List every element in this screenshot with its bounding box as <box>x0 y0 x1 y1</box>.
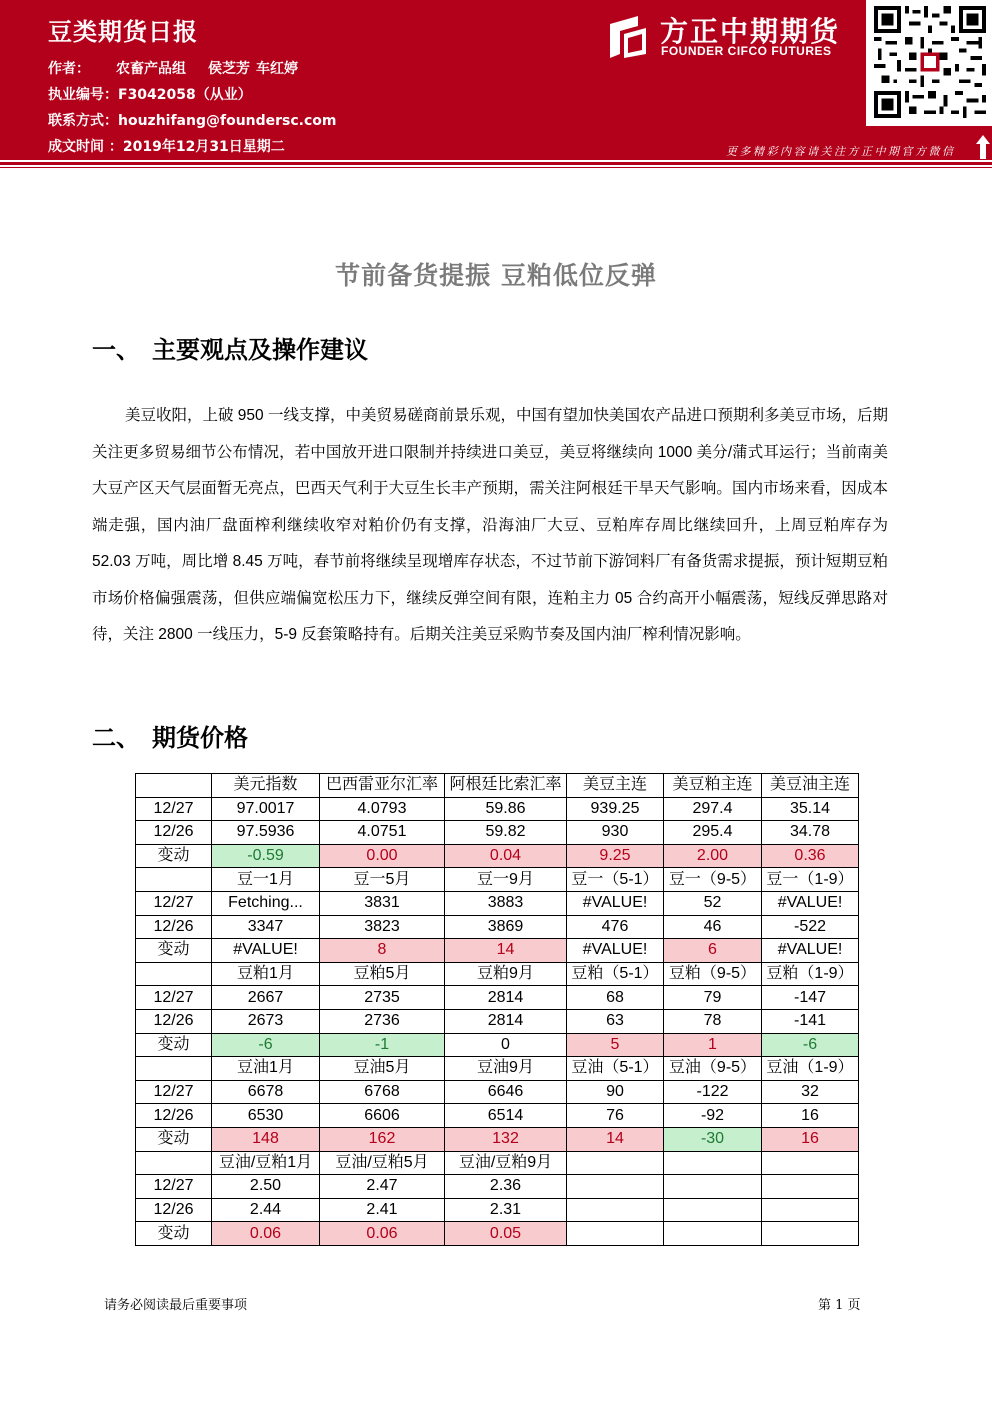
table-cell: 豆一（1-9） <box>762 868 859 892</box>
table-row <box>136 1057 859 1081</box>
table-cell: 2673 <box>212 1009 320 1033</box>
table-cell: 12/27 <box>136 1175 212 1199</box>
table-cell: 148 <box>212 1127 320 1151</box>
table-cell: 3347 <box>212 915 320 939</box>
table-cell: 4.0751 <box>320 821 445 845</box>
table-cell: 52 <box>664 891 762 915</box>
table-cell: 12/27 <box>136 891 212 915</box>
table-cell <box>136 1151 212 1175</box>
table-row <box>136 986 859 1010</box>
table-cell: 59.82 <box>445 821 567 845</box>
table-row <box>136 891 859 915</box>
table-cell: 0.06 <box>320 1222 445 1246</box>
table-cell: -122 <box>664 1080 762 1104</box>
table-body <box>136 774 859 1246</box>
table-cell: 12/27 <box>136 1080 212 1104</box>
table-cell: 豆油/豆粕1月 <box>212 1151 320 1175</box>
table-cell <box>664 1175 762 1199</box>
qr-code <box>866 0 992 126</box>
table-cell <box>567 1175 664 1199</box>
table-cell: 32 <box>762 1080 859 1104</box>
table-cell: 3823 <box>320 915 445 939</box>
analysis-paragraph: 美豆收阳，上破 950 一线支撑，中美贸易磋商前景乐观，中国有望加快美国农产品进口预期利多美豆市场，后期关注更多贸易细节公布情况，若中国放开进口限制并持续进口美豆，美豆将继续向 1000 美分/蒲式耳运行；当前南美大豆产区天气层面暂无亮点，巴西天气利于大豆生长丰产预期，需关注阿根廷干旱天气影响。国内市场来看，因成本端走强，国内油厂盘面榨利继续收窄对粕价仍有支撑，沿海油厂大豆、豆粕库存周比继续回升，上周豆粕库存为 52.03 万吨，周比增 8.45 万吨，春节前将继续呈现增库存状态，不过节前下游饲料厂有备货需求提振，预计短期豆粕市场价格偏强震荡，但供应端偏宽松压力下，继续反弹空间有限，连粕主力 05 合约高开小幅震荡，短线反弹思路对待，关注 2800 一线压力，5-9 反套策略持有。后期关注美豆采购节奏及国内油厂榨利情况影响。 <box>92 407 888 643</box>
section-number: 一、 <box>92 336 140 364</box>
table-cell: 2.47 <box>320 1175 445 1199</box>
table-cell: 78 <box>664 1009 762 1033</box>
table-cell <box>136 1057 212 1081</box>
section-title: 期货价格 <box>152 724 248 752</box>
table-cell: 3831 <box>320 891 445 915</box>
table-cell: 美豆主连 <box>567 774 664 798</box>
table-cell: 6514 <box>445 1104 567 1128</box>
table-cell: 6768 <box>320 1080 445 1104</box>
report-header <box>0 0 992 172</box>
table-cell: 豆油9月 <box>445 1057 567 1081</box>
table-cell: 476 <box>567 915 664 939</box>
table-cell: 豆油/豆粕5月 <box>320 1151 445 1175</box>
founder-logo-icon <box>604 14 652 60</box>
table-cell: 0.05 <box>445 1222 567 1246</box>
table-cell: 14 <box>567 1127 664 1151</box>
table-cell: 6 <box>664 939 762 963</box>
table-cell <box>762 1175 859 1199</box>
table-cell: 297.4 <box>664 797 762 821</box>
table-cell: 12/26 <box>136 1198 212 1222</box>
table-cell: -1 <box>320 1033 445 1057</box>
section-number: 二、 <box>92 724 140 752</box>
table-cell: 变动 <box>136 1127 212 1151</box>
table-cell: 变动 <box>136 939 212 963</box>
table-cell: -147 <box>762 986 859 1010</box>
footer-notice: 请务必阅读最后重要事项 <box>104 1298 248 1313</box>
table-cell: 豆油5月 <box>320 1057 445 1081</box>
table-cell <box>664 1222 762 1246</box>
table-cell: 0 <box>445 1033 567 1057</box>
table-cell: 豆一5月 <box>320 868 445 892</box>
table-cell: -6 <box>762 1033 859 1057</box>
table-cell: 豆粕（9-5） <box>664 962 762 986</box>
logo-english-name: FOUNDER CIFCO FUTURES <box>661 44 832 58</box>
qr-code-icon <box>874 6 986 118</box>
table-cell: 美元指数 <box>212 774 320 798</box>
header-divider-thin <box>0 167 992 168</box>
table-cell: 阿根廷比索汇率 <box>445 774 567 798</box>
table-row <box>136 774 859 798</box>
table-cell: 12/26 <box>136 1009 212 1033</box>
table-cell: 变动 <box>136 1222 212 1246</box>
table-cell: 2667 <box>212 986 320 1010</box>
table-cell: -92 <box>664 1104 762 1128</box>
table-row <box>136 1222 859 1246</box>
arrow-up-icon <box>976 135 990 159</box>
table-cell: -0.59 <box>212 844 320 868</box>
table-cell: 79 <box>664 986 762 1010</box>
table-cell: 豆一1月 <box>212 868 320 892</box>
table-cell <box>664 1151 762 1175</box>
table-cell: 变动 <box>136 1033 212 1057</box>
table-row <box>136 797 859 821</box>
table-cell: -522 <box>762 915 859 939</box>
article-title: 节前备货提振 豆粕低位反弹 <box>335 261 657 290</box>
table-cell: 59.86 <box>445 797 567 821</box>
author-line <box>48 58 298 78</box>
author-name-2: 车红婷 <box>256 61 298 77</box>
table-cell: 豆粕9月 <box>445 962 567 986</box>
table-cell: 2.44 <box>212 1198 320 1222</box>
table-cell: 0.36 <box>762 844 859 868</box>
table-cell: 12/26 <box>136 1104 212 1128</box>
table-row <box>136 1127 859 1151</box>
report-title: 豆类期货日报 <box>48 18 198 46</box>
table-cell: 2.31 <box>445 1198 567 1222</box>
table-cell: 4.0793 <box>320 797 445 821</box>
table-cell: 豆粕（5-1） <box>567 962 664 986</box>
table-cell: 132 <box>445 1127 567 1151</box>
table-cell: 97.5936 <box>212 821 320 845</box>
table-row <box>136 1151 859 1175</box>
table-cell: 1 <box>664 1033 762 1057</box>
table-cell: -30 <box>664 1127 762 1151</box>
table-cell: 豆油（5-1） <box>567 1057 664 1081</box>
table-cell: 6530 <box>212 1104 320 1128</box>
report-date: 成文时间 ：2019年12月31日星期二 <box>48 139 285 155</box>
table-cell: 97.0017 <box>212 797 320 821</box>
table-cell: 2735 <box>320 986 445 1010</box>
table-cell: 9.25 <box>567 844 664 868</box>
table-cell: 2814 <box>445 1009 567 1033</box>
table-cell: 5 <box>567 1033 664 1057</box>
table-cell: 巴西雷亚尔汇率 <box>320 774 445 798</box>
table-cell: 76 <box>567 1104 664 1128</box>
table-cell: #VALUE! <box>762 891 859 915</box>
table-cell: 35.14 <box>762 797 859 821</box>
table-cell: #VALUE! <box>567 891 664 915</box>
table-cell: 16 <box>762 1104 859 1128</box>
table-cell: 豆粕（1-9） <box>762 962 859 986</box>
table-cell: 豆油/豆粕9月 <box>445 1151 567 1175</box>
table-row <box>136 1104 859 1128</box>
table-cell: 6606 <box>320 1104 445 1128</box>
table-cell <box>136 774 212 798</box>
table-cell: 12/26 <box>136 821 212 845</box>
section-heading-1 <box>92 330 368 365</box>
logo-chinese-name: 方正中期期货 <box>660 15 841 48</box>
table-cell: 豆油1月 <box>212 1057 320 1081</box>
table-cell: 34.78 <box>762 821 859 845</box>
futures-price-table <box>135 773 859 1246</box>
table-cell: #VALUE! <box>212 939 320 963</box>
table-cell: 46 <box>664 915 762 939</box>
table-row <box>136 821 859 845</box>
table-cell: 68 <box>567 986 664 1010</box>
license-number: 执业编号：F3042058（从业） <box>48 87 252 103</box>
table-cell: 0.06 <box>212 1222 320 1246</box>
author-label: 作者： <box>48 61 90 77</box>
table-cell: 12/26 <box>136 915 212 939</box>
table-cell <box>567 1222 664 1246</box>
table-cell: 2.00 <box>664 844 762 868</box>
table-cell <box>567 1198 664 1222</box>
table-cell <box>664 1198 762 1222</box>
table-row <box>136 844 859 868</box>
table-cell: 63 <box>567 1009 664 1033</box>
table-row <box>136 1009 859 1033</box>
table-row <box>136 915 859 939</box>
table-cell: 2.36 <box>445 1175 567 1199</box>
table-cell: 3883 <box>445 891 567 915</box>
table-cell: 豆一（9-5） <box>664 868 762 892</box>
table-row <box>136 939 859 963</box>
table-cell: 2.41 <box>320 1198 445 1222</box>
section-heading-2 <box>92 718 248 753</box>
table-cell: 939.25 <box>567 797 664 821</box>
table-cell <box>762 1222 859 1246</box>
table-cell: 豆粕5月 <box>320 962 445 986</box>
table-cell: 2.50 <box>212 1175 320 1199</box>
table-cell: 14 <box>445 939 567 963</box>
table-row <box>136 1198 859 1222</box>
author-name-1: 侯芝芳 <box>208 61 250 77</box>
table-cell: 16 <box>762 1127 859 1151</box>
table-cell: 12/27 <box>136 797 212 821</box>
table-cell: 2736 <box>320 1009 445 1033</box>
table-cell: 豆一9月 <box>445 868 567 892</box>
table-cell <box>136 962 212 986</box>
table-row <box>136 962 859 986</box>
table-cell: 8 <box>320 939 445 963</box>
table-cell <box>762 1151 859 1175</box>
table-cell: 豆油（9-5） <box>664 1057 762 1081</box>
table-cell: 豆油（1-9） <box>762 1057 859 1081</box>
table-cell: 豆一（5-1） <box>567 868 664 892</box>
table-row <box>136 1175 859 1199</box>
table-cell: 0.04 <box>445 844 567 868</box>
table-cell: -6 <box>212 1033 320 1057</box>
page-number: 第 1 页 <box>818 1298 861 1313</box>
table-cell: 美豆油主连 <box>762 774 859 798</box>
table-cell: 2814 <box>445 986 567 1010</box>
table-cell <box>136 868 212 892</box>
table-cell: 6646 <box>445 1080 567 1104</box>
table-cell: 变动 <box>136 844 212 868</box>
company-logo <box>604 10 856 66</box>
section-title: 主要观点及操作建议 <box>152 336 368 364</box>
table-cell <box>567 1151 664 1175</box>
table-cell: 6678 <box>212 1080 320 1104</box>
table-cell: #VALUE! <box>762 939 859 963</box>
table-row <box>136 1080 859 1104</box>
table-cell: 295.4 <box>664 821 762 845</box>
table-cell: 930 <box>567 821 664 845</box>
table-cell: 90 <box>567 1080 664 1104</box>
table-cell: 豆粕1月 <box>212 962 320 986</box>
table-cell: 12/27 <box>136 986 212 1010</box>
table-cell <box>762 1198 859 1222</box>
header-divider <box>0 162 992 165</box>
table-cell: #VALUE! <box>567 939 664 963</box>
author-group: 农畜产品组 <box>116 61 186 77</box>
table-cell: 0.00 <box>320 844 445 868</box>
table-cell: 美豆粕主连 <box>664 774 762 798</box>
table-row <box>136 868 859 892</box>
table-cell: -141 <box>762 1009 859 1033</box>
contact-email: 联系方式：houzhifang@foundersc.com <box>48 113 337 129</box>
follow-wechat-note: 更多精彩内容请关注方正中期官方微信 <box>726 145 956 158</box>
table-cell: 3869 <box>445 915 567 939</box>
table-cell: Fetching... <box>212 891 320 915</box>
table-cell: 162 <box>320 1127 445 1151</box>
table-row <box>136 1033 859 1057</box>
